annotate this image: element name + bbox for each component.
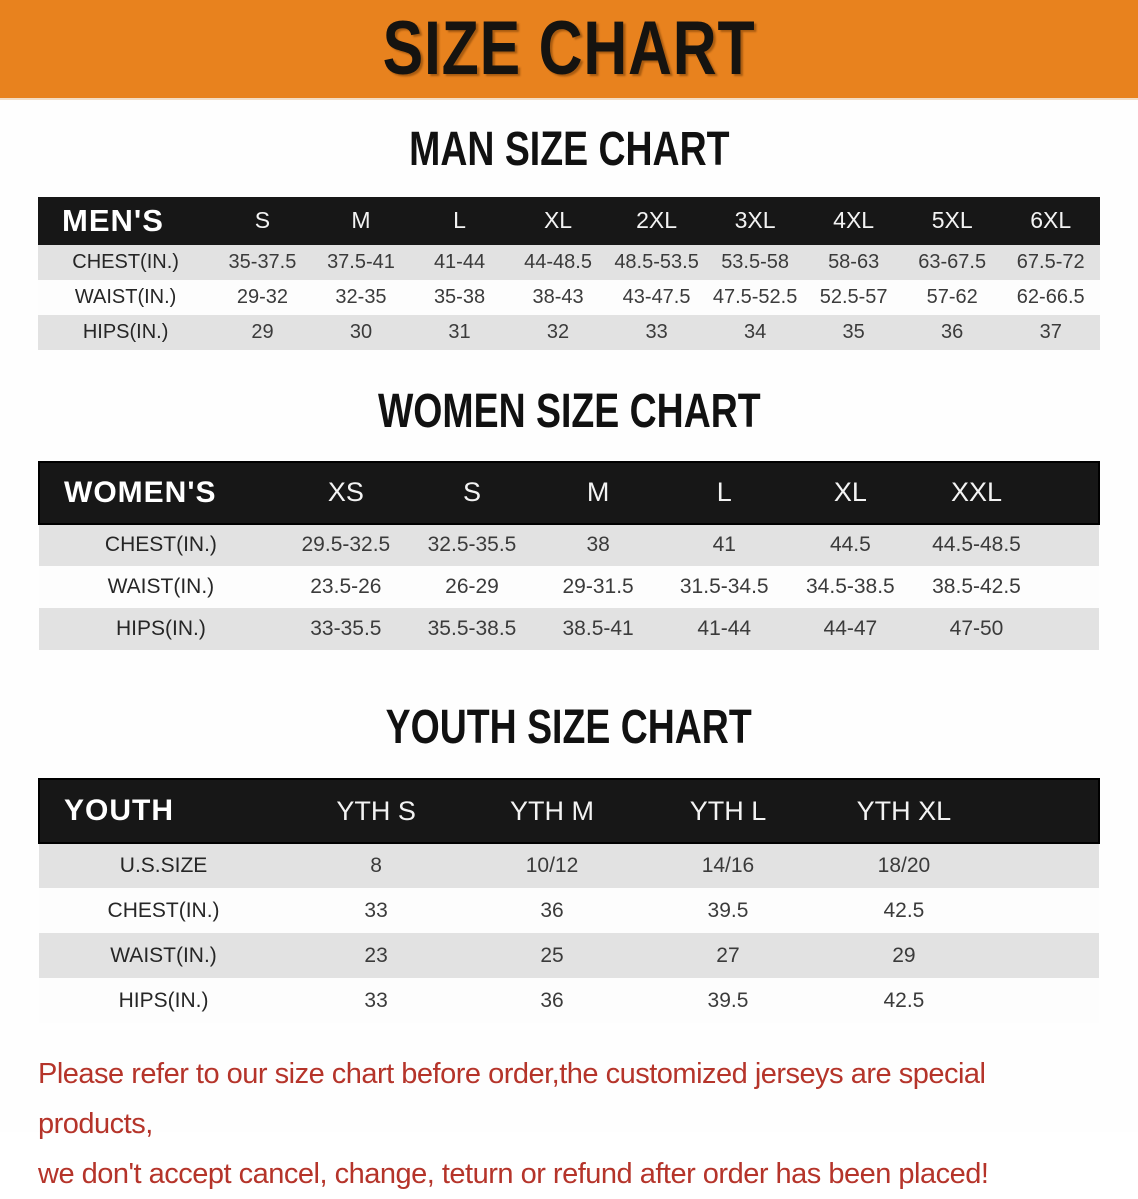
- table-header-row: [38, 197, 1100, 245]
- size-value-cell: 32: [546, 320, 570, 343]
- disclaimer-line-1: Please refer to our size chart before order,the customized jerseys are special products,: [38, 1058, 986, 1141]
- table-row: [38, 245, 1100, 280]
- size-value-cell: 41-44: [697, 616, 752, 640]
- size-value-cell: 48.5-53.5: [614, 250, 699, 273]
- size-value-cell: 38: [586, 533, 610, 557]
- men-size-table: [38, 197, 1100, 350]
- column-header: XL: [543, 207, 573, 234]
- header-spacer-cell: [1040, 462, 1099, 524]
- header-spacer-cell: [992, 779, 1099, 843]
- size-value-cell: 23: [364, 943, 388, 967]
- row-label: WAIST(IN.): [107, 574, 215, 598]
- size-value-cell: 42.5: [883, 988, 925, 1012]
- size-value-cell: 33-35.5: [310, 616, 382, 640]
- size-value-cell: 47-50: [949, 616, 1004, 640]
- column-header: 3XL: [734, 207, 776, 234]
- youth-size-section: [0, 702, 1138, 1024]
- column-header: XS: [327, 477, 364, 508]
- size-value-cell: 29: [892, 943, 916, 967]
- size-value-cell: 37: [1039, 320, 1062, 343]
- column-header: S: [462, 477, 481, 508]
- size-value-cell: 63-67.5: [918, 250, 987, 273]
- row-label: CHEST(IN.): [72, 250, 179, 273]
- table-header-row: [39, 462, 1099, 524]
- column-header: 6XL: [1030, 207, 1072, 234]
- column-header: 4XL: [833, 207, 875, 234]
- size-value-cell: 38.5-41: [562, 616, 634, 640]
- size-value-cell: 36: [540, 898, 564, 922]
- size-value-cell: 42.5: [883, 898, 925, 922]
- size-value-cell: 37.5-41: [327, 250, 395, 273]
- row-spacer-cell: [1040, 524, 1099, 566]
- size-value-cell: 34.5-38.5: [806, 574, 895, 598]
- size-value-cell: 41: [712, 533, 736, 557]
- table-row: [39, 608, 1099, 650]
- size-value-cell: 39.5: [707, 898, 749, 922]
- row-spacer-cell: [1040, 566, 1099, 608]
- column-header: YTH M: [510, 795, 595, 826]
- size-value-cell: 67.5-72: [1016, 250, 1085, 273]
- size-value-cell: 31.5-34.5: [679, 574, 769, 598]
- column-header: YTH L: [689, 795, 767, 826]
- size-value-cell: 29: [251, 320, 274, 343]
- row-label: CHEST(IN.): [107, 898, 220, 922]
- banner-title: SIZE CHART: [382, 6, 756, 91]
- table-row: [38, 315, 1100, 350]
- youth-size-table: [38, 778, 1100, 1023]
- size-value-cell: 35: [842, 320, 865, 343]
- women-section-heading: [0, 386, 1138, 439]
- column-header: 2XL: [636, 207, 678, 234]
- column-header: S: [254, 207, 271, 234]
- banner: [0, 0, 1138, 100]
- size-value-cell: 18/20: [877, 854, 931, 878]
- size-value-cell: 33: [364, 898, 388, 922]
- row-spacer-cell: [992, 978, 1099, 1023]
- size-value-cell: 35.5-38.5: [427, 616, 517, 640]
- youth-section-heading: [0, 702, 1138, 755]
- size-value-cell: 27: [716, 943, 740, 967]
- youth-section-heading-text: YOUTH SIZE CHART: [385, 700, 753, 754]
- column-header: YTH S: [336, 795, 416, 826]
- row-label: U.S.SIZE: [119, 854, 208, 878]
- size-value-cell: 33: [645, 320, 668, 343]
- column-header: XXL: [950, 477, 1003, 508]
- women-size-section: [0, 386, 1138, 650]
- size-value-cell: 25: [540, 943, 564, 967]
- size-value-cell: 36: [540, 988, 564, 1012]
- size-value-cell: 44.5: [829, 533, 871, 557]
- size-value-cell: 62-66.5: [1016, 285, 1085, 308]
- size-value-cell: 38.5-42.5: [932, 574, 1021, 598]
- size-value-cell: 52.5-57: [819, 285, 888, 308]
- row-label: HIPS(IN.): [115, 616, 206, 640]
- disclaimer-line-2: we don't accept cancel, change, teturn or refund after order has been placed!: [38, 1158, 989, 1191]
- table-title-cell: WOMEN'S: [64, 475, 217, 509]
- size-value-cell: 34: [743, 320, 767, 343]
- size-value-cell: 44-47: [823, 616, 878, 640]
- row-spacer-cell: [1040, 608, 1099, 650]
- size-value-cell: 30: [349, 320, 373, 343]
- size-value-cell: 44.5-48.5: [932, 533, 1021, 557]
- column-header: M: [586, 477, 610, 508]
- size-value-cell: 35-38: [433, 285, 486, 308]
- women-section-heading-text: WOMEN SIZE CHART: [377, 384, 761, 438]
- column-header: M: [351, 207, 371, 234]
- row-label: WAIST(IN.): [110, 943, 217, 967]
- size-value-cell: 43-47.5: [622, 285, 691, 308]
- size-value-cell: 14/16: [701, 854, 755, 878]
- size-value-cell: 47.5-52.5: [712, 285, 798, 308]
- size-value-cell: 23.5-26: [310, 574, 382, 598]
- size-value-cell: 29.5-32.5: [301, 533, 391, 557]
- size-value-cell: 58-63: [828, 250, 880, 273]
- size-value-cell: 32.5-35.5: [427, 533, 517, 557]
- column-header: XL: [833, 477, 867, 508]
- column-header: L: [453, 207, 466, 234]
- men-section-heading: [0, 124, 1138, 177]
- table-row: [39, 524, 1099, 566]
- size-value-cell: 41-44: [433, 250, 486, 273]
- table-row: [39, 566, 1099, 608]
- row-label: WAIST(IN.): [74, 285, 177, 308]
- disclaimer-note: [0, 1049, 1138, 1199]
- size-value-cell: 35-37.5: [228, 250, 297, 273]
- row-label: CHEST(IN.): [104, 533, 217, 557]
- table-row: [39, 933, 1099, 978]
- row-label: HIPS(IN.): [82, 320, 169, 343]
- row-label: HIPS(IN.): [118, 988, 209, 1012]
- size-value-cell: 29-31.5: [562, 574, 634, 598]
- size-value-cell: 33: [364, 988, 388, 1012]
- table-title-cell: MEN'S: [62, 202, 164, 238]
- table-row: [39, 843, 1099, 888]
- size-value-cell: 39.5: [707, 988, 749, 1012]
- men-section-heading-text: MAN SIZE CHART: [408, 123, 730, 176]
- row-spacer-cell: [992, 933, 1099, 978]
- table-title-cell: YOUTH: [64, 794, 174, 828]
- column-header: YTH XL: [856, 795, 952, 826]
- men-size-section: [0, 124, 1138, 350]
- table-header-row: [39, 779, 1099, 843]
- size-value-cell: 57-62: [926, 285, 978, 308]
- size-value-cell: 8: [370, 854, 382, 878]
- column-header: 5XL: [931, 207, 973, 234]
- size-value-cell: 44-48.5: [524, 250, 592, 273]
- table-row: [39, 888, 1099, 933]
- row-spacer-cell: [992, 888, 1099, 933]
- column-header: L: [716, 477, 732, 508]
- size-value-cell: 10/12: [525, 854, 579, 878]
- size-value-cell: 38-43: [532, 285, 584, 308]
- women-size-table: [38, 461, 1100, 650]
- table-row: [39, 978, 1099, 1023]
- size-value-cell: 53.5-58: [721, 250, 790, 273]
- size-value-cell: 36: [941, 320, 964, 343]
- size-value-cell: 26-29: [445, 574, 499, 598]
- table-row: [38, 280, 1100, 315]
- row-spacer-cell: [992, 843, 1099, 888]
- size-value-cell: 32-35: [335, 285, 387, 308]
- size-value-cell: 31: [448, 320, 471, 343]
- size-value-cell: 29-32: [236, 285, 289, 308]
